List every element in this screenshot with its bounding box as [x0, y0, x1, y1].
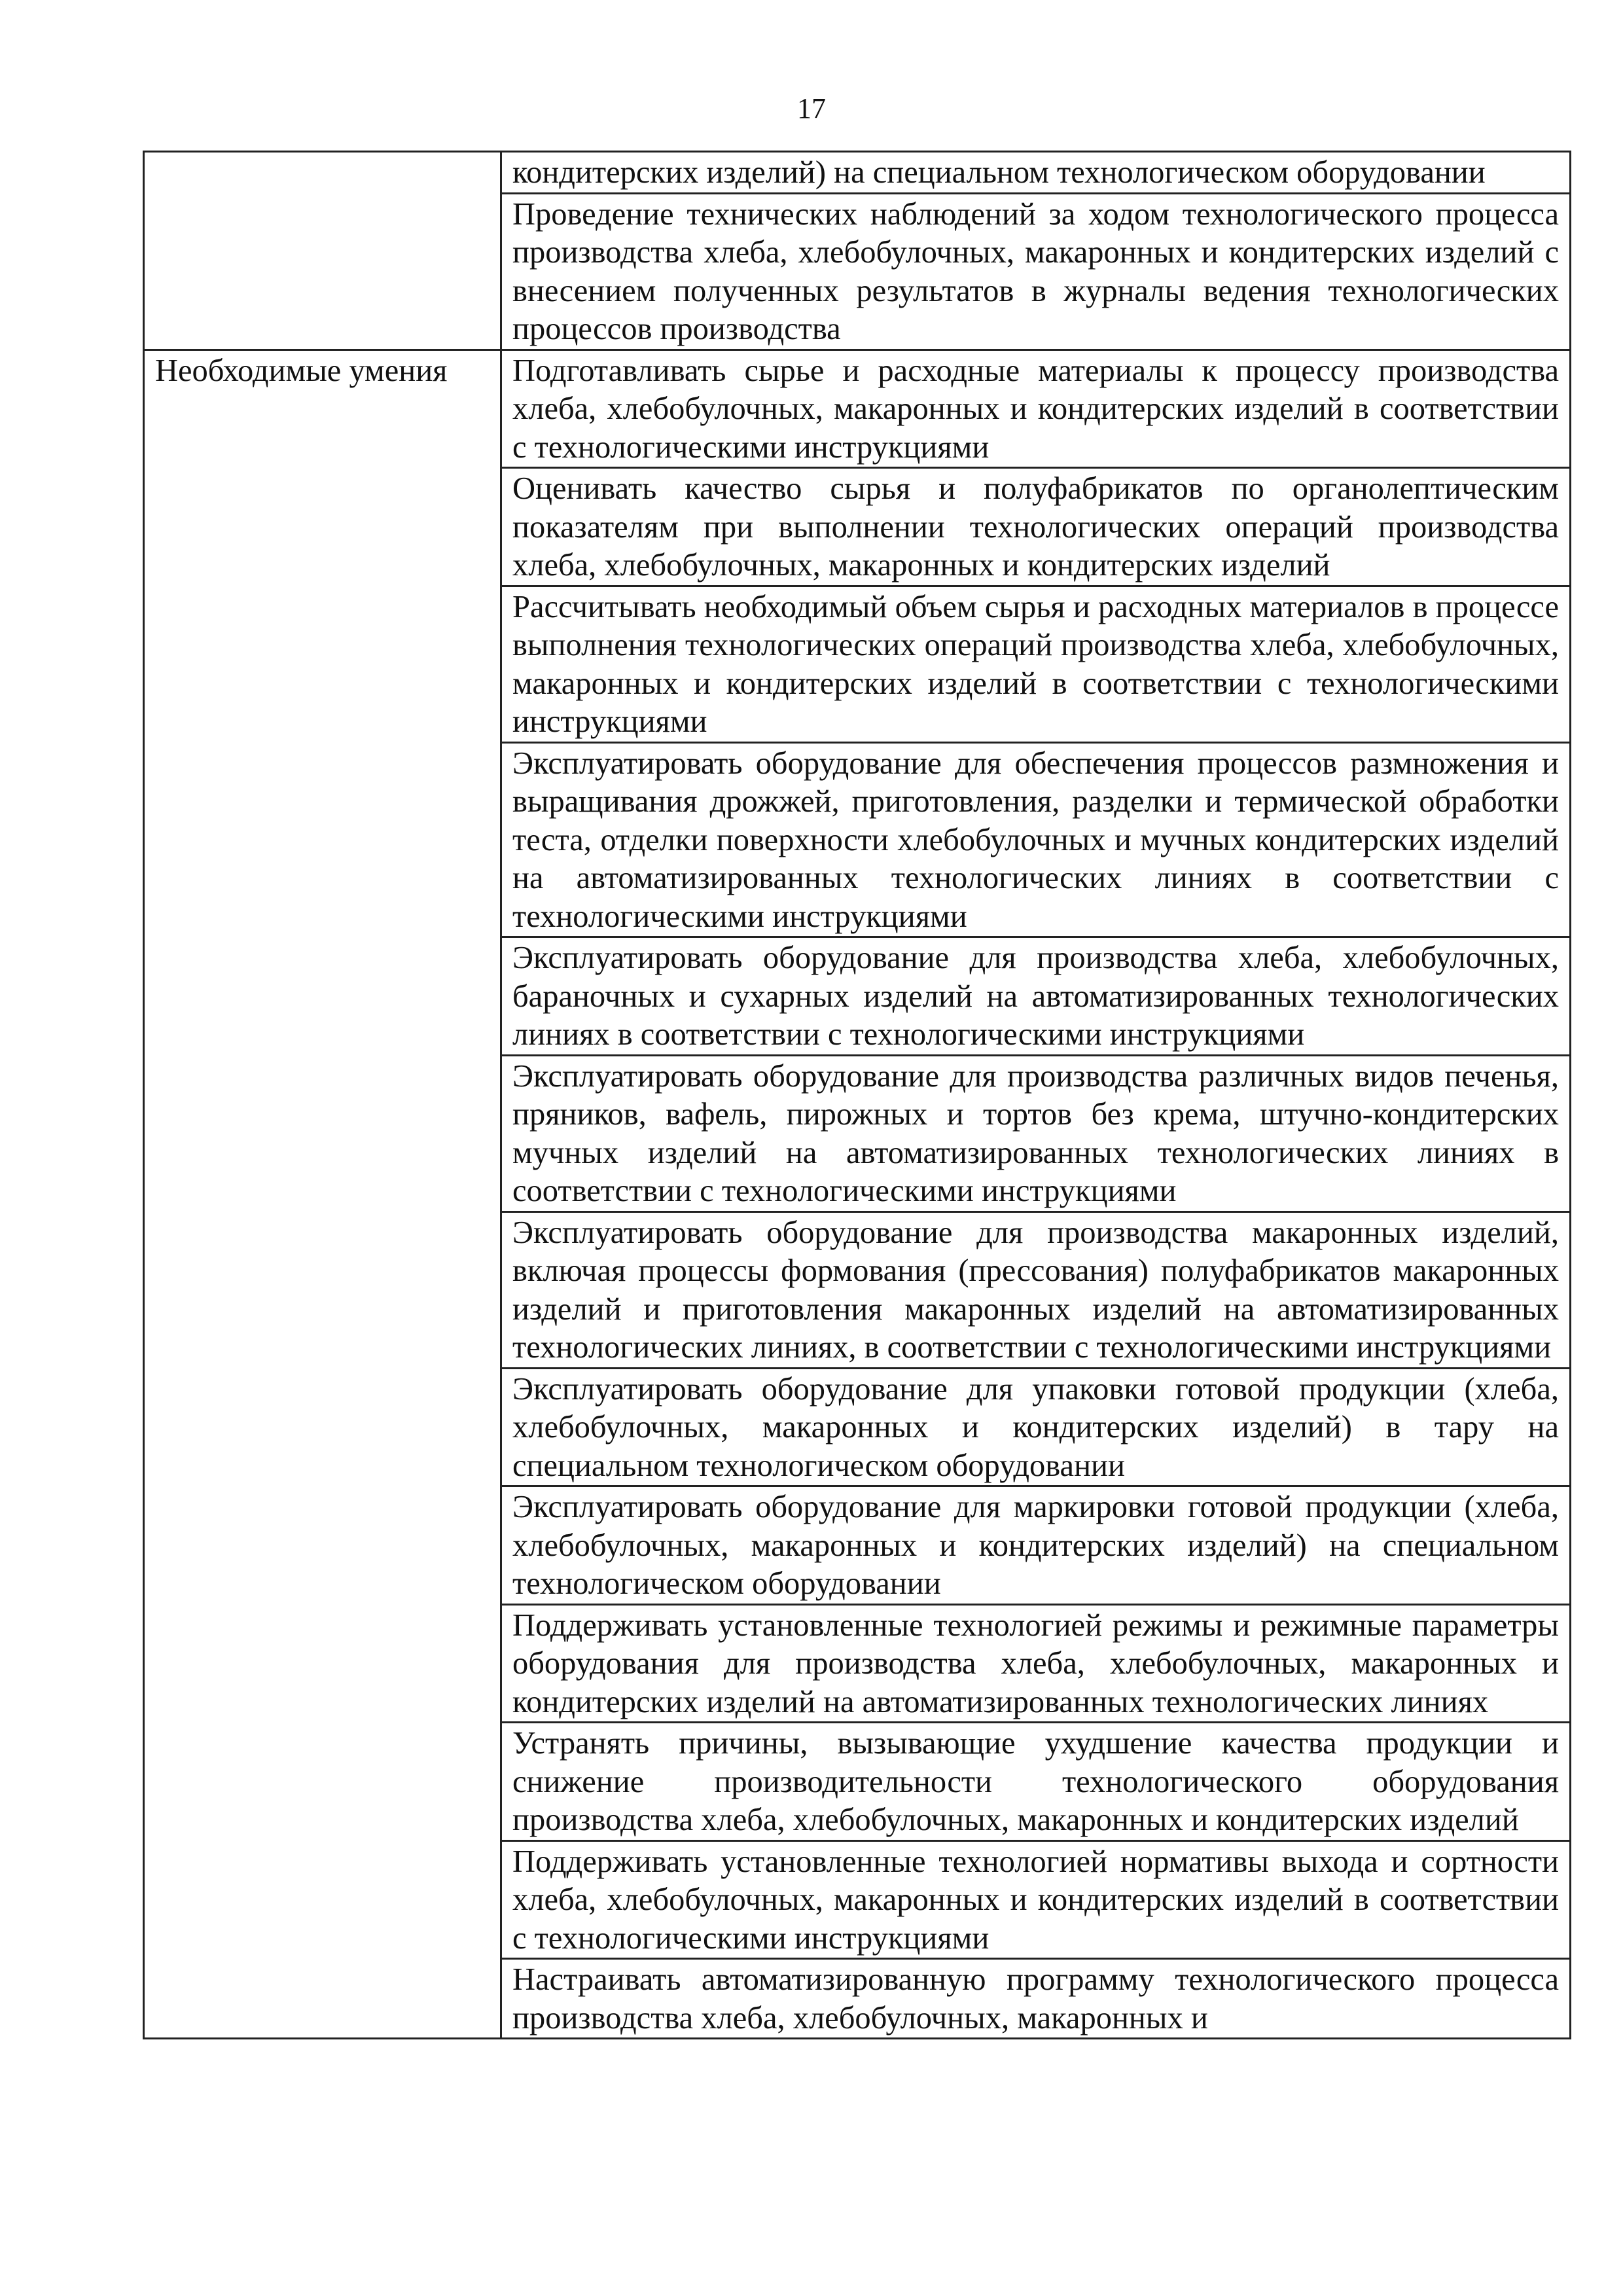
table-cell: Оценивать качество сырья и полуфабрикатов по органолептическим показателям при выполнении технологических операций производства хлеба, хлебобулочных, макаронных и кондитерских изделий — [501, 468, 1571, 586]
requirements-table — [143, 151, 1571, 2039]
table-cell: кондитерских изделий) на специальном технологическом оборудовании — [501, 152, 1571, 194]
table-cell: Эксплуатировать оборудование для обеспечения процессов размножения и выращивания дрожжей, приготовления, разделки и термической обработки теста, отделки поверхности хлебобулочных и мучных кондитерских изделий на автоматизированных технологических линиях в соответствии с технологическими инструкциями — [501, 742, 1571, 937]
table-cell: Устранять причины, вызывающие ухудшение качества продукции и снижение производительности технологического оборудования производства хлеба, хлебобулочных, макаронных и кондитерских изделий — [501, 1723, 1571, 1841]
section-label: Необходимые умения — [155, 353, 448, 388]
table-cell: Эксплуатировать оборудование для производства макаронных изделий, включая процессы формования (прессования) полуфабрикатов макаронных изделий и приготовления макаронных изделий на автоматизированных технологических линиях, в соответствии с технологическими инструкциями — [501, 1211, 1571, 1368]
table-cell: Рассчитывать необходимый объем сырья и расходных материалов в процессе выполнения технологических операций производства хлеба, хлебобулочных, макаронных и кондитерских изделий в соответствии с технологическими инструкциями — [501, 586, 1571, 742]
table-cell: Поддерживать установленные технологией нормативы выхода и сортности хлеба, хлебобулочных, макаронных и кондитерских изделий в соответствии с технологическими инструкциями — [501, 1840, 1571, 1959]
table-cell: Эксплуатировать оборудование для упаковки готовой продукции (хлеба, хлебобулочных, макаронных и кондитерских изделий) в тару на специальном технологическом оборудовании — [501, 1368, 1571, 1486]
table-row — [144, 152, 1571, 194]
table-row — [144, 350, 1571, 468]
page-number: 17 — [797, 92, 826, 124]
table-cell: Эксплуатировать оборудование для производства хлеба, хлебобулочных, бараночных и сухарных изделий на автоматизированных технологических линиях в соответствии с технологическими инструкциями — [501, 937, 1571, 1056]
empty-label-cell — [144, 152, 501, 350]
table-cell: Настраивать автоматизированную программу технологического процесса производства хлеба, хлебобулочных, макаронных и — [501, 1959, 1571, 2039]
section-label-cell — [144, 350, 501, 2039]
table-cell: Эксплуатировать оборудование для маркировки готовой продукции (хлеба, хлебобулочных, макаронных и кондитерских изделий) на специальном технологическом оборудовании — [501, 1486, 1571, 1605]
table-cell: Эксплуатировать оборудование для производства различных видов печенья, пряников, вафель, пирожных и тортов без крема, штучно-кондитерских мучных изделий на автоматизированных технологических линиях в соответствии с технологическими инструкциями — [501, 1055, 1571, 1211]
table-cell: Поддерживать установленные технологией режимы и режимные параметры оборудования для производства хлеба, хлебобулочных, макаронных и кондитерских изделий на автоматизированных технологических линиях — [501, 1604, 1571, 1723]
table-cell: Проведение технических наблюдений за ходом технологического процесса производства хлеба, хлебобулочных, макаронных и кондитерских изделий с внесением полученных результатов в журналы ведения технологических процессов производства — [501, 193, 1571, 350]
table-cell: Подготавливать сырье и расходные материалы к процессу производства хлеба, хлебобулочных, макаронных и кондитерских изделий в соответствии с технологическими инструкциями — [501, 350, 1571, 468]
